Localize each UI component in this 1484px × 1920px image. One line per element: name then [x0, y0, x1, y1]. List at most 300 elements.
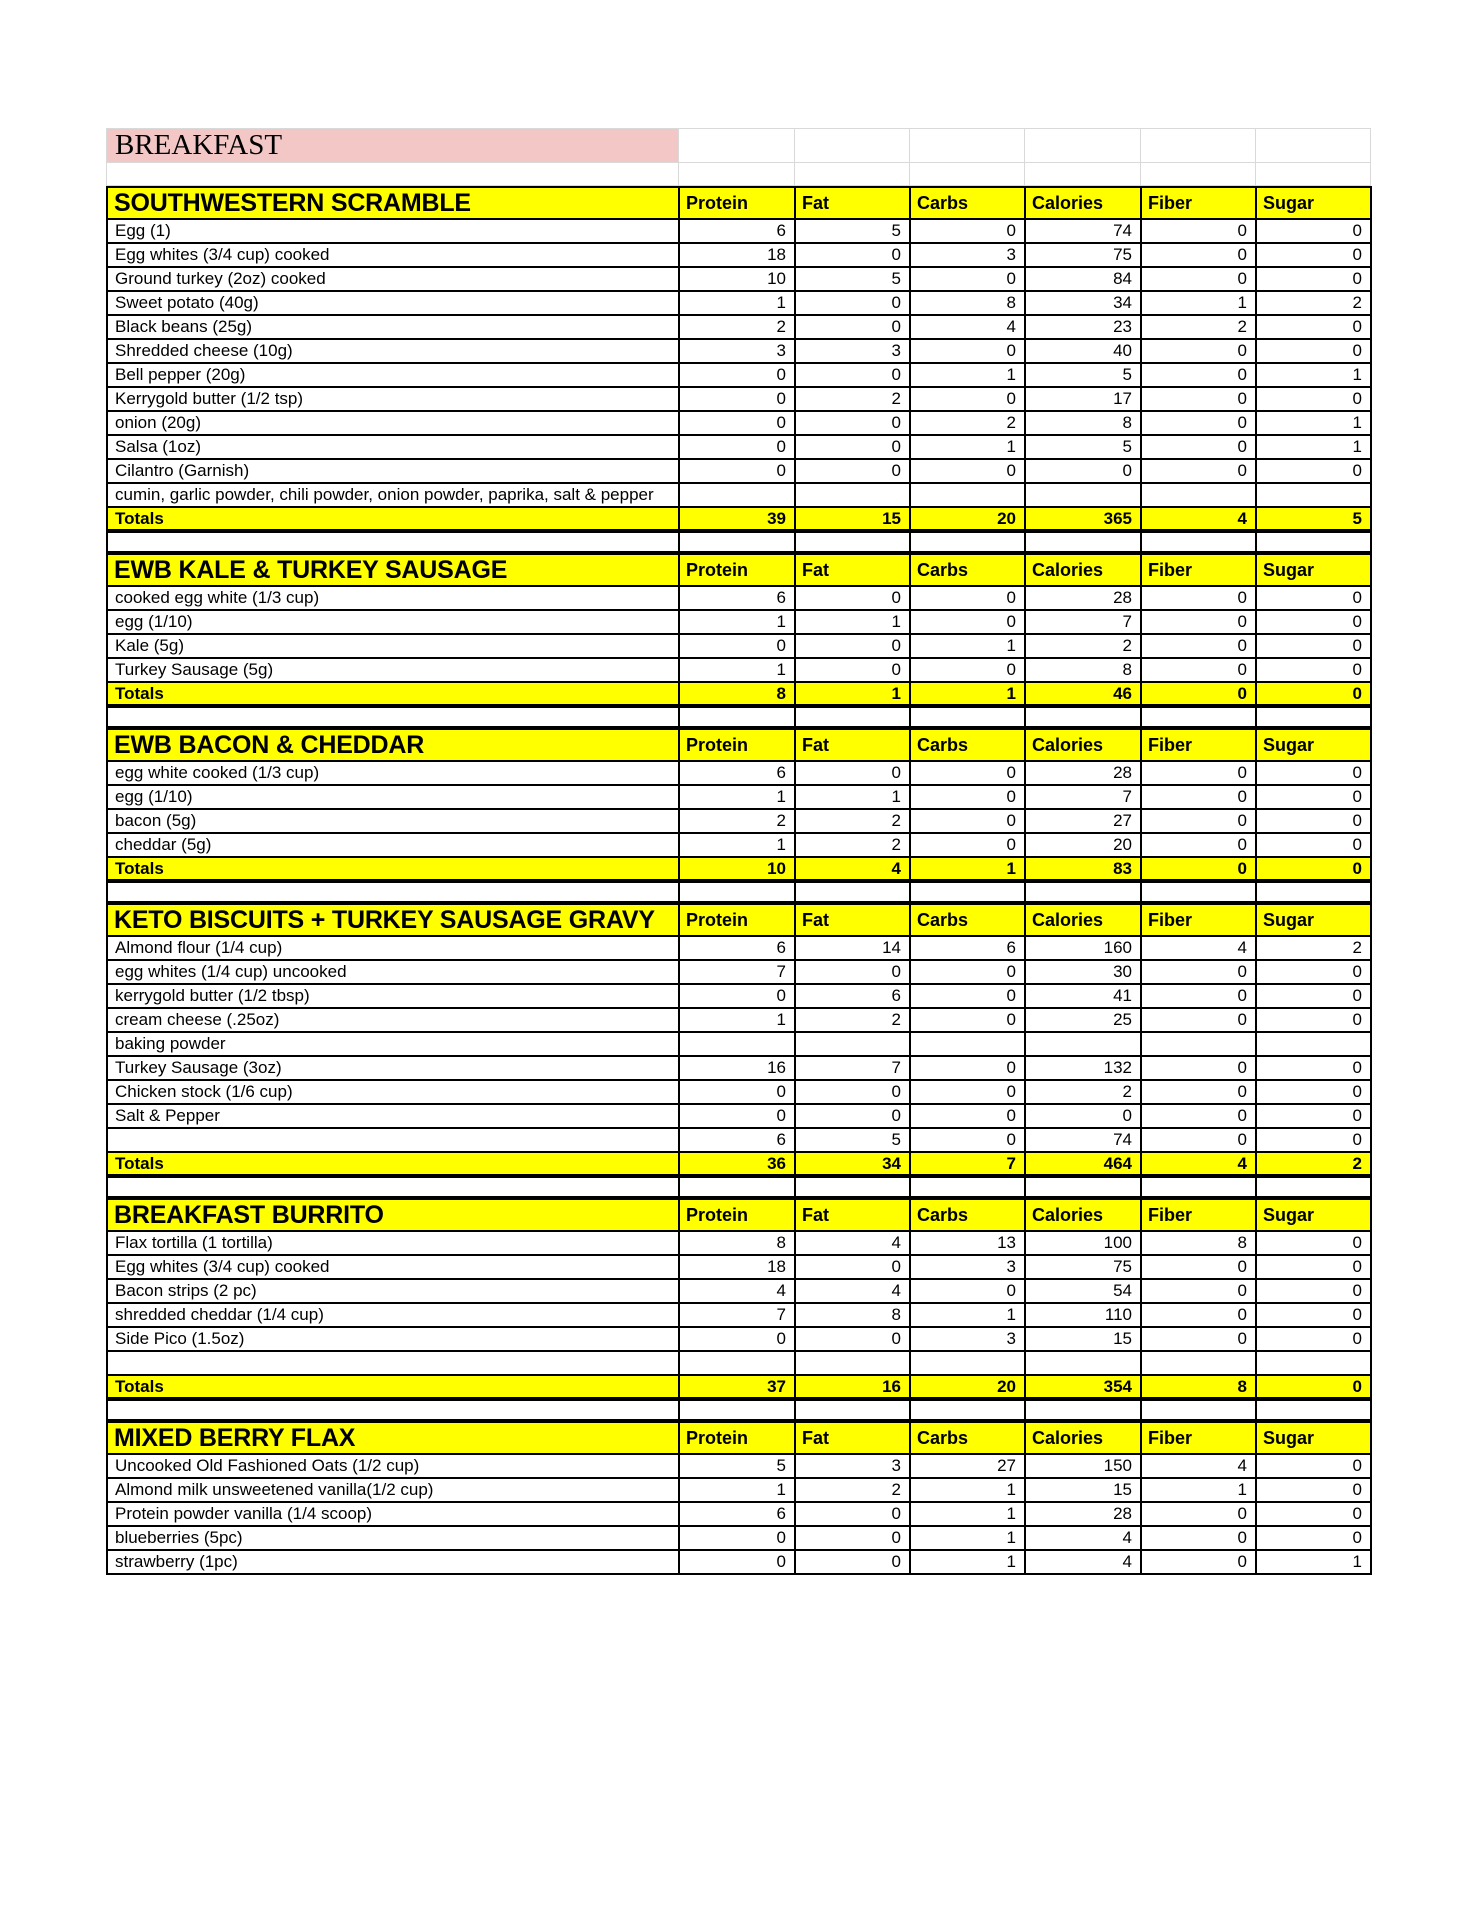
totals-value-cell[interactable]: 2	[1256, 1152, 1371, 1175]
value-cell[interactable]: 0	[1141, 1327, 1256, 1351]
row-name-cell[interactable]: Cilantro (Garnish)	[107, 459, 679, 483]
value-cell[interactable]: 1	[910, 1526, 1025, 1550]
empty-cell[interactable]	[1141, 707, 1256, 727]
value-cell[interactable]: 0	[679, 984, 795, 1008]
value-cell[interactable]: 3	[910, 1255, 1025, 1279]
value-cell[interactable]: 0	[1141, 1255, 1256, 1279]
value-cell[interactable]: 5	[795, 1128, 910, 1152]
totals-value-cell[interactable]: 4	[1141, 507, 1256, 530]
value-cell[interactable]: 0	[1256, 1502, 1371, 1526]
value-cell[interactable]: 75	[1025, 1255, 1141, 1279]
value-cell[interactable]: 0	[1256, 960, 1371, 984]
empty-cell[interactable]	[795, 1177, 910, 1197]
column-header-sugar[interactable]: Sugar	[1256, 554, 1371, 586]
value-cell[interactable]: 0	[1141, 387, 1256, 411]
value-cell[interactable]: 0	[795, 435, 910, 459]
empty-cell[interactable]	[679, 1177, 795, 1197]
value-cell[interactable]: 0	[795, 363, 910, 387]
value-cell[interactable]: 0	[910, 833, 1025, 857]
totals-value-cell[interactable]: 8	[1141, 1375, 1256, 1398]
value-cell[interactable]: 6	[679, 1502, 795, 1526]
value-cell[interactable]: 0	[795, 658, 910, 682]
empty-cell[interactable]	[795, 707, 910, 727]
value-cell[interactable]: 30	[1025, 960, 1141, 984]
value-cell[interactable]: 28	[1025, 1502, 1141, 1526]
value-cell[interactable]: 3	[795, 1454, 910, 1478]
value-cell[interactable]: 0	[1141, 960, 1256, 984]
column-header-calories[interactable]: Calories	[1025, 904, 1141, 936]
value-cell[interactable]: 18	[679, 1255, 795, 1279]
value-cell[interactable]: 0	[910, 809, 1025, 833]
value-cell[interactable]: 10	[679, 267, 795, 291]
value-cell[interactable]: 25	[1025, 1008, 1141, 1032]
value-cell[interactable]: 0	[795, 243, 910, 267]
totals-value-cell[interactable]: 83	[1025, 857, 1141, 880]
column-header-fiber[interactable]: Fiber	[1141, 729, 1256, 761]
value-cell[interactable]: 2	[1256, 936, 1371, 960]
value-cell[interactable]: 6	[679, 586, 795, 610]
value-cell[interactable]: 0	[910, 610, 1025, 634]
value-cell[interactable]: 4	[795, 1231, 910, 1255]
empty-cell[interactable]	[910, 163, 1025, 186]
value-cell[interactable]: 27	[910, 1454, 1025, 1478]
row-name-cell[interactable]	[107, 1351, 679, 1375]
value-cell[interactable]: 0	[1141, 658, 1256, 682]
value-cell[interactable]: 0	[1256, 1056, 1371, 1080]
empty-cell[interactable]	[1256, 532, 1371, 552]
value-cell[interactable]: 6	[910, 936, 1025, 960]
totals-label-cell[interactable]: Totals	[107, 857, 679, 880]
section-title[interactable]: EWB BACON & CHEDDAR	[107, 729, 679, 761]
value-cell[interactable]: 6	[679, 761, 795, 785]
row-name-cell[interactable]: Salsa (1oz)	[107, 435, 679, 459]
empty-cell[interactable]	[910, 129, 1025, 163]
totals-value-cell[interactable]: 7	[910, 1152, 1025, 1175]
value-cell[interactable]: 3	[910, 1327, 1025, 1351]
value-cell[interactable]: 0	[679, 1104, 795, 1128]
value-cell[interactable]: 1	[679, 785, 795, 809]
value-cell[interactable]	[679, 1032, 795, 1056]
empty-cell[interactable]	[1256, 129, 1371, 163]
value-cell[interactable]: 1	[679, 1478, 795, 1502]
empty-cell[interactable]	[679, 1400, 795, 1420]
value-cell[interactable]	[1025, 483, 1141, 507]
value-cell[interactable]: 0	[910, 984, 1025, 1008]
empty-cell[interactable]	[107, 707, 679, 727]
value-cell[interactable]	[1256, 1032, 1371, 1056]
row-name-cell[interactable]: Uncooked Old Fashioned Oats (1/2 cup)	[107, 1454, 679, 1478]
column-header-fat[interactable]: Fat	[795, 187, 910, 219]
totals-label-cell[interactable]: Totals	[107, 1375, 679, 1398]
row-name-cell[interactable]: egg white cooked (1/3 cup)	[107, 761, 679, 785]
row-name-cell[interactable]: Sweet potato (40g)	[107, 291, 679, 315]
value-cell[interactable]: 2	[1025, 1080, 1141, 1104]
row-name-cell[interactable]: cumin, garlic powder, chili powder, onion powder, paprika, salt & pepper	[107, 483, 679, 507]
value-cell[interactable]: 0	[1256, 1231, 1371, 1255]
value-cell[interactable]: 0	[679, 435, 795, 459]
column-header-calories[interactable]: Calories	[1025, 554, 1141, 586]
value-cell[interactable]: 0	[795, 634, 910, 658]
value-cell[interactable]: 5	[795, 219, 910, 243]
value-cell[interactable]: 0	[1256, 1128, 1371, 1152]
value-cell[interactable]: 2	[795, 1008, 910, 1032]
empty-cell[interactable]	[679, 163, 795, 186]
row-name-cell[interactable]: Shredded cheese (10g)	[107, 339, 679, 363]
totals-value-cell[interactable]: 36	[679, 1152, 795, 1175]
value-cell[interactable]: 0	[1256, 1008, 1371, 1032]
value-cell[interactable]: 41	[1025, 984, 1141, 1008]
value-cell[interactable]	[679, 483, 795, 507]
value-cell[interactable]: 2	[679, 315, 795, 339]
column-header-protein[interactable]: Protein	[679, 187, 795, 219]
value-cell[interactable]: 1	[679, 833, 795, 857]
empty-cell[interactable]	[1141, 163, 1256, 186]
value-cell[interactable]: 20	[1025, 833, 1141, 857]
value-cell[interactable]: 1	[1141, 291, 1256, 315]
totals-value-cell[interactable]: 8	[679, 682, 795, 705]
row-name-cell[interactable]: Almond flour (1/4 cup)	[107, 936, 679, 960]
row-name-cell[interactable]: Kale (5g)	[107, 634, 679, 658]
value-cell[interactable]: 0	[1141, 610, 1256, 634]
value-cell[interactable]: 0	[910, 1279, 1025, 1303]
empty-cell[interactable]	[1025, 1177, 1141, 1197]
value-cell[interactable]: 0	[795, 1502, 910, 1526]
value-cell[interactable]: 4	[910, 315, 1025, 339]
row-name-cell[interactable]: shredded cheddar (1/4 cup)	[107, 1303, 679, 1327]
value-cell[interactable]: 0	[1256, 267, 1371, 291]
totals-label-cell[interactable]: Totals	[107, 682, 679, 705]
value-cell[interactable]: 0	[1141, 984, 1256, 1008]
column-header-fat[interactable]: Fat	[795, 1199, 910, 1231]
row-name-cell[interactable]: Chicken stock (1/6 cup)	[107, 1080, 679, 1104]
value-cell[interactable]: 0	[1141, 634, 1256, 658]
empty-cell[interactable]	[910, 532, 1025, 552]
value-cell[interactable]: 75	[1025, 243, 1141, 267]
empty-cell[interactable]	[679, 882, 795, 902]
value-cell[interactable]: 0	[1256, 809, 1371, 833]
value-cell[interactable]: 74	[1025, 1128, 1141, 1152]
value-cell[interactable]: 0	[910, 387, 1025, 411]
row-name-cell[interactable]: Turkey Sausage (3oz)	[107, 1056, 679, 1080]
empty-cell[interactable]	[1256, 1400, 1371, 1420]
value-cell[interactable]: 0	[795, 459, 910, 483]
row-name-cell[interactable]: Almond milk unsweetened vanilla(1/2 cup)	[107, 1478, 679, 1502]
column-header-protein[interactable]: Protein	[679, 729, 795, 761]
totals-value-cell[interactable]: 39	[679, 507, 795, 530]
empty-cell[interactable]	[1256, 707, 1371, 727]
value-cell[interactable]: 0	[1141, 1128, 1256, 1152]
row-name-cell[interactable]: bacon (5g)	[107, 809, 679, 833]
value-cell[interactable]: 0	[1141, 243, 1256, 267]
value-cell[interactable]: 7	[1025, 610, 1141, 634]
row-name-cell[interactable]: Turkey Sausage (5g)	[107, 658, 679, 682]
value-cell[interactable]: 0	[910, 761, 1025, 785]
value-cell[interactable]: 8	[910, 291, 1025, 315]
column-header-carbs[interactable]: Carbs	[910, 904, 1025, 936]
value-cell[interactable]	[910, 1351, 1025, 1375]
row-name-cell[interactable]: cooked egg white (1/3 cup)	[107, 586, 679, 610]
empty-cell[interactable]	[107, 532, 679, 552]
totals-value-cell[interactable]: 4	[795, 857, 910, 880]
value-cell[interactable]: 1	[795, 785, 910, 809]
value-cell[interactable]: 6	[679, 219, 795, 243]
column-header-calories[interactable]: Calories	[1025, 729, 1141, 761]
column-header-protein[interactable]: Protein	[679, 554, 795, 586]
page-title[interactable]: BREAKFAST	[107, 129, 679, 163]
row-name-cell[interactable]: onion (20g)	[107, 411, 679, 435]
value-cell[interactable]: 1	[795, 610, 910, 634]
column-header-sugar[interactable]: Sugar	[1256, 187, 1371, 219]
value-cell[interactable]: 0	[1256, 658, 1371, 682]
value-cell[interactable]: 0	[1141, 1008, 1256, 1032]
value-cell[interactable]: 0	[1256, 785, 1371, 809]
value-cell[interactable]: 0	[1141, 1526, 1256, 1550]
value-cell[interactable]: 0	[795, 1526, 910, 1550]
row-name-cell[interactable]: baking powder	[107, 1032, 679, 1056]
totals-value-cell[interactable]: 1	[795, 682, 910, 705]
column-header-fat[interactable]: Fat	[795, 1422, 910, 1454]
value-cell[interactable]: 0	[910, 658, 1025, 682]
value-cell[interactable]: 1	[910, 1303, 1025, 1327]
value-cell[interactable]: 0	[1141, 459, 1256, 483]
empty-cell[interactable]	[910, 1177, 1025, 1197]
value-cell[interactable]: 0	[679, 1080, 795, 1104]
value-cell[interactable]: 8	[795, 1303, 910, 1327]
totals-value-cell[interactable]: 34	[795, 1152, 910, 1175]
value-cell[interactable]: 0	[679, 1550, 795, 1574]
empty-cell[interactable]	[679, 532, 795, 552]
column-header-fiber[interactable]: Fiber	[1141, 187, 1256, 219]
value-cell[interactable]: 0	[1256, 1478, 1371, 1502]
column-header-sugar[interactable]: Sugar	[1256, 1422, 1371, 1454]
value-cell[interactable]: 0	[795, 291, 910, 315]
value-cell[interactable]: 8	[679, 1231, 795, 1255]
totals-value-cell[interactable]: 464	[1025, 1152, 1141, 1175]
value-cell[interactable]: 1	[910, 634, 1025, 658]
column-header-fiber[interactable]: Fiber	[1141, 554, 1256, 586]
value-cell[interactable]: 1	[910, 1502, 1025, 1526]
column-header-calories[interactable]: Calories	[1025, 1422, 1141, 1454]
row-name-cell[interactable]: Side Pico (1.5oz)	[107, 1327, 679, 1351]
value-cell[interactable]: 0	[795, 1255, 910, 1279]
empty-cell[interactable]	[795, 1400, 910, 1420]
totals-label-cell[interactable]: Totals	[107, 1152, 679, 1175]
section-title[interactable]: BREAKFAST BURRITO	[107, 1199, 679, 1231]
value-cell[interactable]: 0	[679, 1327, 795, 1351]
value-cell[interactable]: 8	[1025, 658, 1141, 682]
column-header-fat[interactable]: Fat	[795, 554, 910, 586]
column-header-fat[interactable]: Fat	[795, 729, 910, 761]
section-title[interactable]: KETO BISCUITS + TURKEY SAUSAGE GRAVY	[107, 904, 679, 936]
value-cell[interactable]: 0	[1141, 1502, 1256, 1526]
value-cell[interactable]: 0	[795, 315, 910, 339]
value-cell[interactable]: 0	[1256, 586, 1371, 610]
empty-cell[interactable]	[795, 882, 910, 902]
empty-cell[interactable]	[795, 163, 910, 186]
value-cell[interactable]: 0	[1025, 459, 1141, 483]
value-cell[interactable]: 14	[795, 936, 910, 960]
value-cell[interactable]: 6	[679, 936, 795, 960]
value-cell[interactable]: 0	[679, 634, 795, 658]
column-header-fat[interactable]: Fat	[795, 904, 910, 936]
value-cell[interactable]: 0	[910, 459, 1025, 483]
value-cell[interactable]: 0	[910, 1056, 1025, 1080]
value-cell[interactable]: 1	[679, 1008, 795, 1032]
value-cell[interactable]: 2	[1025, 634, 1141, 658]
row-name-cell[interactable]: Bell pepper (20g)	[107, 363, 679, 387]
value-cell[interactable]: 27	[1025, 809, 1141, 833]
value-cell[interactable]: 0	[1141, 267, 1256, 291]
value-cell[interactable]: 1	[1256, 435, 1371, 459]
value-cell[interactable]: 17	[1025, 387, 1141, 411]
value-cell[interactable]: 4	[679, 1279, 795, 1303]
totals-value-cell[interactable]: 20	[910, 1375, 1025, 1398]
value-cell[interactable]: 0	[1141, 435, 1256, 459]
totals-value-cell[interactable]: 46	[1025, 682, 1141, 705]
value-cell[interactable]: 4	[795, 1279, 910, 1303]
value-cell[interactable]: 0	[1141, 809, 1256, 833]
empty-cell[interactable]	[1025, 129, 1141, 163]
value-cell[interactable]: 110	[1025, 1303, 1141, 1327]
column-header-fiber[interactable]: Fiber	[1141, 904, 1256, 936]
value-cell[interactable]: 1	[679, 291, 795, 315]
empty-cell[interactable]	[107, 163, 679, 186]
empty-cell[interactable]	[1141, 532, 1256, 552]
totals-value-cell[interactable]: 10	[679, 857, 795, 880]
totals-value-cell[interactable]: 4	[1141, 1152, 1256, 1175]
column-header-carbs[interactable]: Carbs	[910, 729, 1025, 761]
value-cell[interactable]: 0	[1256, 1327, 1371, 1351]
value-cell[interactable]: 0	[1141, 833, 1256, 857]
value-cell[interactable]: 0	[1141, 761, 1256, 785]
value-cell[interactable]: 15	[1025, 1327, 1141, 1351]
value-cell[interactable]: 0	[1256, 219, 1371, 243]
value-cell[interactable]: 0	[1256, 833, 1371, 857]
value-cell[interactable]: 0	[795, 761, 910, 785]
value-cell[interactable]: 0	[679, 1526, 795, 1550]
section-title[interactable]: EWB KALE & TURKEY SAUSAGE	[107, 554, 679, 586]
column-header-protein[interactable]: Protein	[679, 1199, 795, 1231]
value-cell[interactable]: 4	[1141, 936, 1256, 960]
value-cell[interactable]: 3	[679, 339, 795, 363]
value-cell[interactable]: 0	[679, 459, 795, 483]
value-cell[interactable]: 0	[910, 267, 1025, 291]
row-name-cell[interactable]: egg whites (1/4 cup) uncooked	[107, 960, 679, 984]
totals-value-cell[interactable]: 1	[910, 857, 1025, 880]
value-cell[interactable]: 13	[910, 1231, 1025, 1255]
column-header-sugar[interactable]: Sugar	[1256, 729, 1371, 761]
value-cell[interactable]	[910, 1032, 1025, 1056]
column-header-protein[interactable]: Protein	[679, 904, 795, 936]
row-name-cell[interactable]: Bacon strips (2 pc)	[107, 1279, 679, 1303]
value-cell[interactable]	[1025, 1351, 1141, 1375]
empty-cell[interactable]	[910, 882, 1025, 902]
value-cell[interactable]: 0	[1256, 1454, 1371, 1478]
value-cell[interactable]: 1	[910, 363, 1025, 387]
value-cell[interactable]: 6	[795, 984, 910, 1008]
empty-cell[interactable]	[1256, 163, 1371, 186]
row-name-cell[interactable]: kerrygold butter (1/2 tbsp)	[107, 984, 679, 1008]
value-cell[interactable]: 2	[795, 1478, 910, 1502]
value-cell[interactable]: 0	[910, 785, 1025, 809]
row-name-cell[interactable]	[107, 1128, 679, 1152]
section-title[interactable]: SOUTHWESTERN SCRAMBLE	[107, 187, 679, 219]
totals-value-cell[interactable]: 0	[1256, 682, 1371, 705]
value-cell[interactable]: 0	[1256, 1104, 1371, 1128]
row-name-cell[interactable]: cream cheese (.25oz)	[107, 1008, 679, 1032]
column-header-calories[interactable]: Calories	[1025, 1199, 1141, 1231]
empty-cell[interactable]	[795, 129, 910, 163]
value-cell[interactable]: 0	[1256, 1303, 1371, 1327]
value-cell[interactable]	[795, 1351, 910, 1375]
value-cell[interactable]: 0	[679, 363, 795, 387]
value-cell[interactable]: 5	[795, 267, 910, 291]
value-cell[interactable]: 0	[910, 339, 1025, 363]
value-cell[interactable]: 0	[910, 1008, 1025, 1032]
value-cell[interactable]: 0	[1256, 1526, 1371, 1550]
value-cell[interactable]	[1141, 1032, 1256, 1056]
value-cell[interactable]: 0	[795, 1550, 910, 1574]
value-cell[interactable]	[795, 1032, 910, 1056]
column-header-carbs[interactable]: Carbs	[910, 1199, 1025, 1231]
row-name-cell[interactable]: Egg (1)	[107, 219, 679, 243]
totals-value-cell[interactable]: 5	[1256, 507, 1371, 530]
value-cell[interactable]: 0	[1141, 363, 1256, 387]
value-cell[interactable]: 2	[1141, 315, 1256, 339]
value-cell[interactable]: 0	[1256, 315, 1371, 339]
column-header-carbs[interactable]: Carbs	[910, 554, 1025, 586]
column-header-calories[interactable]: Calories	[1025, 187, 1141, 219]
value-cell[interactable]: 0	[1025, 1104, 1141, 1128]
totals-value-cell[interactable]: 354	[1025, 1375, 1141, 1398]
value-cell[interactable]: 100	[1025, 1231, 1141, 1255]
value-cell[interactable]	[1141, 483, 1256, 507]
empty-cell[interactable]	[910, 1400, 1025, 1420]
column-header-sugar[interactable]: Sugar	[1256, 1199, 1371, 1231]
empty-cell[interactable]	[107, 1400, 679, 1420]
totals-value-cell[interactable]: 0	[1141, 682, 1256, 705]
value-cell[interactable]: 0	[1141, 1104, 1256, 1128]
value-cell[interactable]: 3	[795, 339, 910, 363]
value-cell[interactable]: 5	[1025, 363, 1141, 387]
value-cell[interactable]: 2	[795, 809, 910, 833]
value-cell[interactable]: 0	[1141, 339, 1256, 363]
empty-cell[interactable]	[107, 1177, 679, 1197]
value-cell[interactable]: 2	[910, 411, 1025, 435]
value-cell[interactable]: 0	[910, 1080, 1025, 1104]
row-name-cell[interactable]: egg (1/10)	[107, 610, 679, 634]
value-cell[interactable]: 0	[1141, 1303, 1256, 1327]
empty-cell[interactable]	[1025, 707, 1141, 727]
totals-value-cell[interactable]: 37	[679, 1375, 795, 1398]
value-cell[interactable]: 0	[1141, 785, 1256, 809]
value-cell[interactable]: 0	[1141, 1080, 1256, 1104]
value-cell[interactable]: 0	[1141, 586, 1256, 610]
value-cell[interactable]: 1	[1256, 411, 1371, 435]
value-cell[interactable]: 0	[1141, 411, 1256, 435]
value-cell[interactable]: 150	[1025, 1454, 1141, 1478]
value-cell[interactable]: 74	[1025, 219, 1141, 243]
value-cell[interactable]: 7	[795, 1056, 910, 1080]
value-cell[interactable]: 40	[1025, 339, 1141, 363]
empty-cell[interactable]	[107, 882, 679, 902]
column-header-carbs[interactable]: Carbs	[910, 1422, 1025, 1454]
value-cell[interactable]	[1025, 1032, 1141, 1056]
value-cell[interactable]: 15	[1025, 1478, 1141, 1502]
value-cell[interactable]: 2	[1256, 291, 1371, 315]
empty-cell[interactable]	[1141, 129, 1256, 163]
value-cell[interactable]: 0	[1256, 761, 1371, 785]
